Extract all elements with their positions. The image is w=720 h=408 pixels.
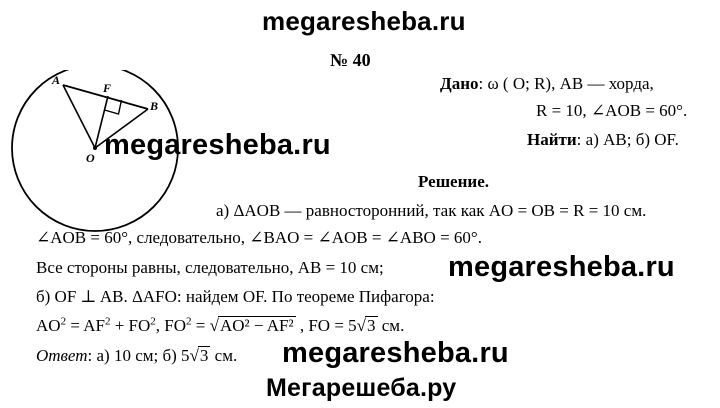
label-a: A: [52, 73, 61, 87]
formula-part: , FO = 5: [295, 316, 357, 335]
superscript: 2: [186, 315, 192, 328]
sqrt-sign: √: [209, 316, 219, 335]
watermark-mid-3: megaresheba.ru: [282, 337, 509, 369]
watermark-mid-1: megaresheba.ru: [104, 129, 331, 161]
answer-unit: см.: [210, 346, 238, 365]
formula-part: = AF: [66, 316, 105, 335]
sqrt-radicand: 3: [367, 316, 376, 335]
watermark-bottom: Мегарешеба.ру: [266, 374, 457, 402]
find-label: Найти: [527, 130, 577, 149]
given-line-2: R = 10, ∠AOB = 60°.: [536, 101, 688, 120]
answer-label: Ответ: [36, 346, 88, 365]
formula-part: , FO: [155, 316, 187, 335]
superscript: 2: [150, 315, 156, 328]
formula-part: см.: [377, 316, 405, 335]
sqrt-radicand: AO² − AF²: [219, 316, 294, 335]
solution-line-4: б) OF ⊥ AB. ΔAFO: найдем OF. По теореме Пифагора:: [36, 287, 435, 306]
center-point: [93, 146, 97, 150]
radius-oa: [63, 85, 95, 148]
label-o: O: [86, 151, 95, 165]
watermark-mid-2: megaresheba.ru: [448, 251, 675, 283]
given-line-1-text: : ω ( O; R), AB — хорда,: [478, 74, 654, 93]
given-line-1: [440, 74, 654, 94]
formula-part: =: [191, 316, 210, 335]
sqrt-sign: √: [189, 346, 199, 365]
given-label: Дано: [440, 74, 479, 93]
formula-part: + FO: [110, 316, 151, 335]
solution-title: Решение.: [418, 172, 489, 191]
answer-text: : а) 10 см; б) 5: [87, 346, 190, 365]
answer-line: [36, 346, 237, 366]
watermark-top: megaresheba.ru: [262, 6, 466, 36]
solution-line-5: [36, 316, 404, 336]
solution-line-2: ∠AOB = 60°, следовательно, ∠BAO = ∠AOB = ∠ABO = 60°.: [36, 228, 482, 247]
formula-part: AO: [36, 316, 61, 335]
problem-number: № 40: [330, 50, 371, 70]
find-line: [527, 130, 679, 150]
sqrt-radicand: 3: [199, 346, 209, 365]
superscript: 2: [104, 315, 111, 328]
superscript: 2: [60, 315, 67, 328]
solution-line-1: а) ΔAOB — равносторонний, так как AO = OB = R = 10 см.: [216, 201, 647, 220]
find-text: : а) AB; б) OF.: [576, 130, 679, 149]
solution-line-3: Все стороны равны, следовательно, AB = 10 см;: [36, 258, 384, 277]
label-f: F: [103, 81, 112, 95]
sqrt-sign: √: [356, 316, 367, 335]
label-b: B: [150, 99, 159, 113]
